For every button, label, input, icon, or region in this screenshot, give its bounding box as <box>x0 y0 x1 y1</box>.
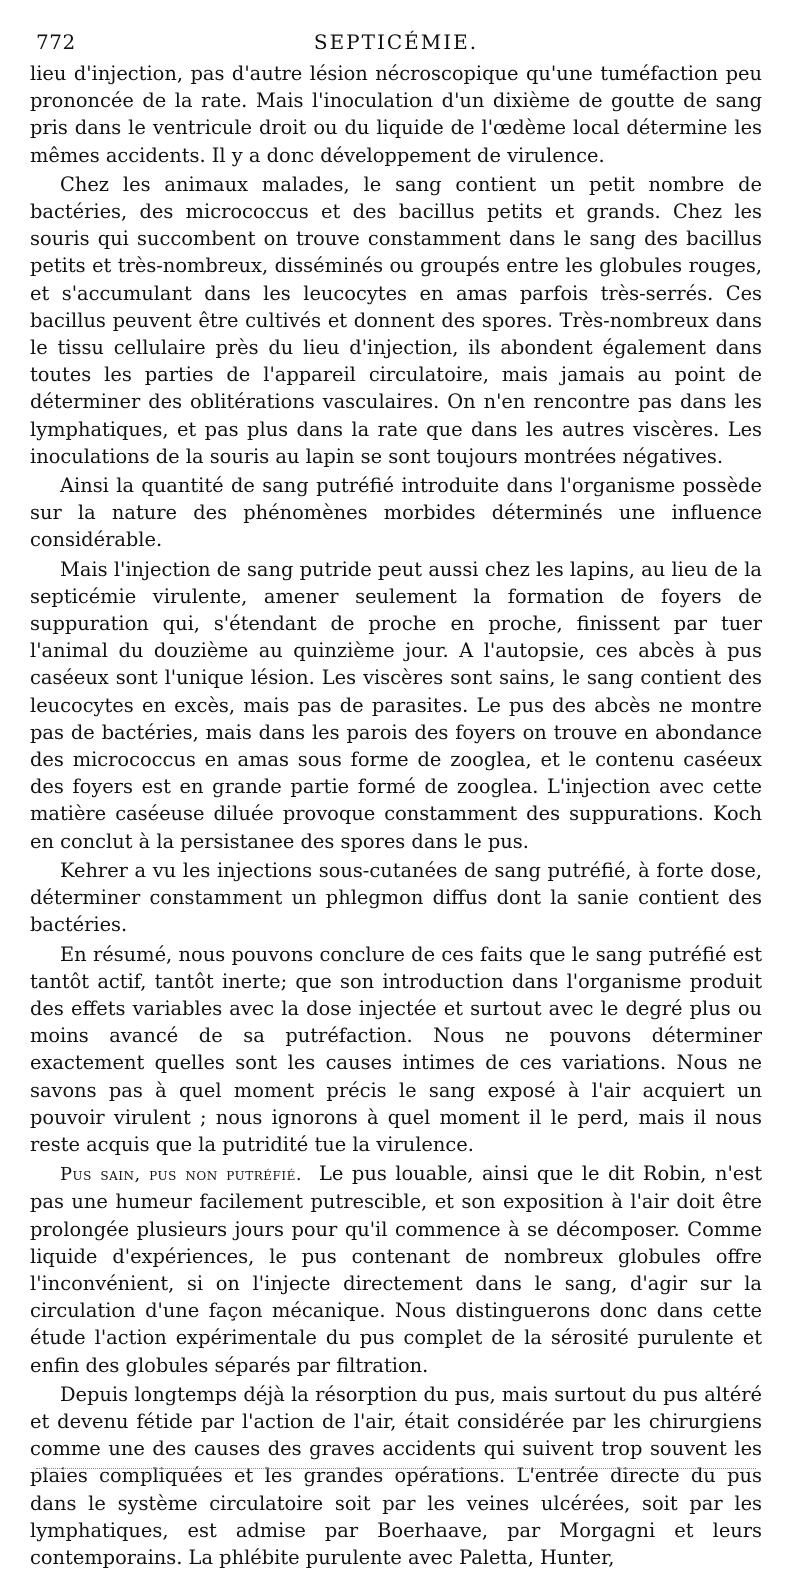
paragraph: Depuis longtemps déjà la résorption du pus, mais surtout du pus altéré et devenu fétide par l'action de l'air, était considérée par les chirurgiens comme une des causes des graves accidents qui suivent trop souvent les plaies compliquées et les grandes opérations. L'entrée directe du pus dans le système circulatoire soit par les veines ulcérées, soit par les lymphatiques, est admise par Boerhaave, par Morgagni et leurs contemporains. La phlébite purulente avec Paletta, Hunter, <box>30 1382 762 1569</box>
page-number: 772 <box>36 30 76 54</box>
page-body <box>30 60 762 1571</box>
paragraph: Kehrer a vu les injections sous-cutanées de sang putréfié, à forte dose, déterminer constamment un phlegmon diffus dont la sanie contient des bactéries. <box>30 858 762 937</box>
page-header <box>30 30 762 58</box>
paragraph: Mais l'injection de sang putride peut aussi chez les lapins, au lieu de la septicémie virulente, amener seulement la formation de foyers de suppuration qui, s'étendant de proche en proche, finissent par tuer l'animal du douzième au quinzième jour. A l'autopsie, ces abcès à pus caséeux sont l'unique lésion. Les viscères sont sains, le sang contient des leucocytes en excès, mais pas de parasites. Le pus des abcès ne montre pas de bactéries, mais dans les parois des foyers on trouve en abondance des micrococcus en amas sous forme de zooglea, et le contenu caséeux des foyers est en grande partie formé de zooglea. L'injection avec cette matière caséeuse diluée provoque constamment des suppurations. Koch en conclut à la persistanee des spores dans le pus. <box>30 557 762 853</box>
paragraph: lieu d'injection, pas d'autre lésion nécroscopique qu'une tuméfaction peu prononcée de la rate. Mais l'inoculation d'un dixième de goutte de sang pris dans le ventricule droit ou du liquide de l'œdème local détermine les mêmes accidents. Il y a donc développement de virulence. <box>30 62 762 167</box>
paragraph <box>30 1160 762 1379</box>
book-page <box>30 0 762 1569</box>
paragraph-text: Le pus louable, ainsi que le dit Robin, n'est pas une humeur facilement putrescible, et son exposition à l'air doit être prolongée plusieurs jours pour qu'il commence à se décomposer. Comme liquide d'expériences, le pus contenant de nombreux globules offre l'inconvénient, si on l'injecte directement dans le sang, d'agir sur la circulation d'une façon mécanique. Nous distinguerons donc dans cette étude l'action expérimentale du pus complet de la sérosité purulente et enfin des globules séparés par filtration. <box>30 1162 762 1377</box>
bottom-rule <box>36 1468 756 1469</box>
paragraph: En résumé, nous pouvons conclure de ces faits que le sang putréfié est tantôt actif, tantôt inerte; que son introduction dans l'organisme produit des effets variables avec la dose injectée et surtout avec le degré plus ou moins avancé de sa putréfaction. Nous ne pouvons déterminer exactement quelles sont les causes intimes de ces variations. Nous ne savons pas à quel moment précis le sang exposé à l'air acquiert un pouvoir virulent ; nous ignorons à quel moment il le perd, mais il nous reste acquis que la putridité tue la virulence. <box>30 942 762 1156</box>
paragraph: Chez les animaux malades, le sang contient un petit nombre de bactéries, des micrococcus et des bacillus petits et grands. Chez les souris qui succombent on trouve constamment dans le sang des bacillus petits et très-nombreux, disséminés ou groupés entre les globules rouges, et s'accumulant dans les leucocytes en amas parfois très-serrés. Ces bacillus peuvent être cultivés et donnent des spores. Très-nombreux dans le tissu cellulaire près du lieu d'injection, ils abondent également dans toutes les parties de l'appareil circulatoire, mais jamais au point de déterminer des oblitérations vasculaires. On n'en rencontre pas dans les lymphatiques, et pas plus dans la rate que dans les autres viscères. Les inoculations de la souris au lapin se sont toujours montrées négatives. <box>30 172 762 468</box>
paragraph: Ainsi la quantité de sang putréfié introduite dans l'organisme possède sur la nature des phénomènes morbides déterminés une influence considérable. <box>30 474 762 552</box>
section-lead: Pus sain, pus non putréfié. <box>60 1164 303 1186</box>
running-head: SEPTICÉMIE. <box>313 30 479 54</box>
